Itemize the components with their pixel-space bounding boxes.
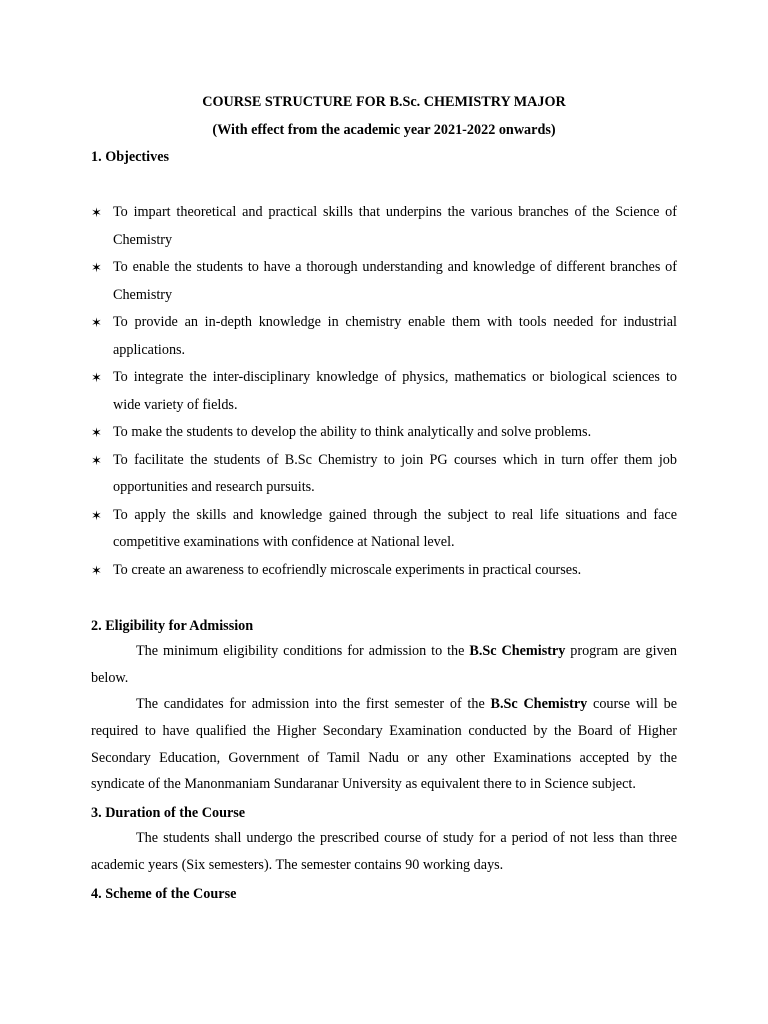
objective-text: To make the students to develop the ability to think analytically and solve problems. xyxy=(113,424,592,440)
objective-item xyxy=(91,309,677,364)
star-bullet-icon: ✶ xyxy=(91,425,102,440)
objective-item xyxy=(91,557,677,585)
eligibility-text: course will be required to have qualified the Higher Secondary Examination conducted by the Board of Higher Secondary Education, Government of Tamil Nadu or any other Examinations accepted by the syndicate of the Manonmaniam Sundaranar University as equivalent there to in Science subject. xyxy=(91,696,678,793)
program-name: B.Sc Chemistry xyxy=(490,696,588,712)
program-name: B.Sc Chemistry xyxy=(469,643,566,659)
duration-paragraph: The students shall undergo the prescribed course of study for a period of not less than three academic years (Six semesters). The semester contains 90 working days. xyxy=(91,830,677,873)
objective-text: To apply the skills and knowledge gained through the subject to real life situations and face competitive examinations with confidence at National level. xyxy=(113,506,677,550)
objective-item xyxy=(91,419,677,447)
scheme-heading: 4. Scheme of the Course xyxy=(91,886,237,902)
duration-heading: 3. Duration of the Course xyxy=(91,805,246,821)
star-bullet-icon: ✶ xyxy=(91,507,102,523)
objective-item xyxy=(91,364,677,419)
star-bullet-icon: ✶ xyxy=(91,205,102,220)
objective-text: To enable the students to have a thorough understanding and knowledge of different branches of Chemistry xyxy=(113,259,677,303)
objective-item xyxy=(91,447,677,502)
objective-item xyxy=(91,199,677,254)
eligibility-heading: 2. Eligibility for Admission xyxy=(91,618,254,634)
objectives-list xyxy=(91,199,677,584)
objective-text: To facilitate the students of B.Sc Chemistry to join PG courses which in turn offer them job opportunities and research pursuits. xyxy=(113,451,677,495)
objective-item xyxy=(91,254,677,309)
eligibility-text: The candidates for admission into the first semester of the xyxy=(136,696,491,712)
star-bullet-icon: ✶ xyxy=(91,370,102,385)
star-bullet-icon: ✶ xyxy=(91,562,102,578)
eligibility-text: program are given below. xyxy=(91,643,678,686)
document-title: COURSE STRUCTURE FOR B.Sc. CHEMISTRY MAJOR xyxy=(202,94,566,110)
star-bullet-icon: ✶ xyxy=(91,315,102,330)
star-bullet-icon: ✶ xyxy=(91,260,102,275)
objectives-heading: 1. Objectives xyxy=(91,149,170,165)
eligibility-paragraph-1 xyxy=(91,638,677,692)
document-subtitle: (With effect from the academic year 2021-2022 onwards) xyxy=(212,122,556,138)
star-bullet-icon: ✶ xyxy=(91,452,102,468)
objective-text: To provide an in-depth knowledge in chemistry enable them with tools needed for industrial applications. xyxy=(113,314,677,358)
objective-item xyxy=(91,502,677,557)
objective-text: To create an awareness to ecofriendly microscale experiments in practical courses. xyxy=(113,561,582,578)
objective-text: To integrate the inter-disciplinary knowledge of physics, mathematics or biological sciences to wide variety of fields. xyxy=(113,369,677,413)
objective-text: To impart theoretical and practical skills that underpins the various branches of the Science of Chemistry xyxy=(113,204,677,248)
eligibility-paragraph-2 xyxy=(91,691,677,798)
eligibility-text: The minimum eligibility conditions for admission to the xyxy=(136,643,470,659)
